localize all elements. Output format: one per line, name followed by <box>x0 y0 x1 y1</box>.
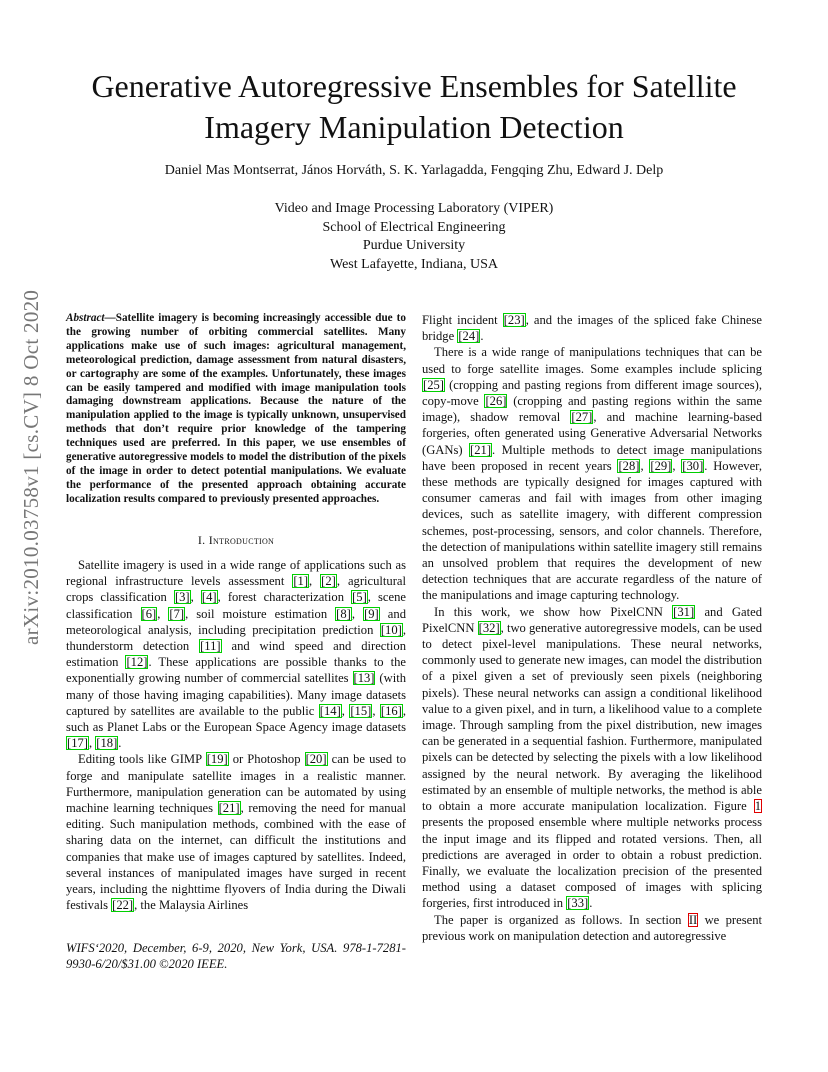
citation-link[interactable]: [22] <box>112 898 134 913</box>
citation-link[interactable]: [21] <box>218 800 240 815</box>
intro-paragraph-4: In this work, we show how PixelCNN [31] and Gated PixelCNN [32], two generative autoregressive models, can be used to detect pixel-level manipulations. These neural networks, commonly used to generate new images, can model the distribution of a pixel given a set of previously seen pixels (neighboring pixels). These neural networks can assign a conditional likelihood value to a given pixel, and in turn, a likelihood value to a complete image. Through sampling from the pixel distribution, new images can be generated in a sequential fashion. Furthermore, manipulated pixels can be detected by selecting the pixels with a low likelihood assigned by the neural network. By averaging the likelihood estimated by an ensemble of multiple networks, the method is able to obtain a more accurate manipulation localization. Figure 1 presents the proposed ensemble where multiple networks process the input image and its flipped and rotated versions. Then, all predictions are averaged in order to obtain a robust prediction. Finally, we evaluate the localization precision of the presented method using a dataset composed of images with splicing forgeries, first introduced in [33]. <box>422 604 762 911</box>
section-heading-introduction <box>66 532 406 548</box>
citation-link[interactable]: [29] <box>650 458 672 473</box>
citation-link[interactable]: [20] <box>305 752 327 767</box>
citation-link[interactable]: [2] <box>321 574 336 589</box>
citation-link[interactable]: [5] <box>352 590 367 605</box>
citation-link[interactable]: [30] <box>682 458 704 473</box>
affiliation-block <box>40 200 788 274</box>
section-numeral: I. <box>197 532 206 547</box>
citation-link[interactable]: [24] <box>458 329 480 344</box>
section-reference-link[interactable]: II <box>688 912 698 927</box>
section-title: Introduction <box>208 532 275 547</box>
citation-link[interactable]: [3] <box>174 590 190 605</box>
intro-paragraph-2: Editing tools like GIMP [19] or Photoshop [20] can be used to forge and manipulate satellite images in a realistic manner. Furthermore, manipulation generation can be automated by using machine learning techniques [21], removing the need for manual editing. Such manipulation methods, combined with the ease of sharing data on the internet, can difficult the institutions and companies that make use of images captured by satellites. Indeed, several instances of manipulated images have surged in recent years, including the nighttime flyovers of India during the Diwali festivals [22], the Malaysia Airlines <box>66 752 407 913</box>
citation-link[interactable]: [33] <box>567 896 589 911</box>
author-list: Daniel Mas Montserrat, János Horváth, S. K. Yarlagadda, Fengqing Zhu, Edward J. Delp <box>164 163 664 178</box>
citation-link[interactable]: [15] <box>350 703 372 718</box>
citation-link[interactable]: [14] <box>319 703 341 718</box>
citation-link[interactable]: [18] <box>96 736 118 751</box>
citation-link[interactable]: [8] <box>336 606 351 621</box>
arxiv-identifier: arXiv:2010.03758v1 [cs.CV] 8 Oct 2020 <box>19 289 43 645</box>
affiliation-lab: Video and Image Processing Laboratory (VIPER) <box>274 201 554 216</box>
abstract-body: —Satellite imagery is becoming increasingly accessible due to the growing number of orbiting commercial satellites. Many applications make use of such images: agricultural management, meteorological prediction, damage assessment from natural disasters, or cartography are some of the examples. Unfortunately, these images can be easily tampered and modified with image manipulation tools damaging downstream applications. Because the nature of the manipulation applied to the image is typically unknown, unsupervised methods that don’t require prior knowledge of the tampering techniques used are preferred. In this paper, we use ensembles of generative autoregressive models to model the distribution of the pixels of the image in order to detect potential manipulations. We evaluate the performance of the presented approach obtaining accurate localization results compared to previously presented approaches. <box>66 312 406 505</box>
affiliation-university: Purdue University <box>362 238 466 253</box>
intro-paragraph-2-continued: Flight incident [23], and the images of the spliced fake Chinese bridge [24]. <box>422 313 762 344</box>
citation-link[interactable]: [23] <box>503 313 525 327</box>
citation-link[interactable]: [19] <box>206 752 228 767</box>
citation-link[interactable]: [25] <box>423 377 444 392</box>
citation-link[interactable]: [13] <box>353 671 375 686</box>
intro-paragraph-3: There is a wide range of manipulations techniques that can be used to forge satellite images. Some examples include splicing [25] (cropping and pasting regions from different image sources), copy-move [26] (cropping and pasting regions within the same image), shadow removal [27], and machine learning-based forgeries, often generated using Generative Adversarial Networks (GANs) [21]. Multiple methods to detect image manipulations have been proposed in recent years [28], [29], [30]. However, these methods are typically designed for images captured with consumer cameras and fail with images from other imaging devices, such as satellite imagery, with different compression schemes, post-processing, sensors, and color channels. Therefore, the detection of manipulations within satellite imagery still remains an unsolved problem that requires the development of new detection techniques that are accurate regardless of the nature of the manipulations and image capturing technology. <box>422 345 763 603</box>
intro-paragraph-1: Satellite imagery is used in a wide range of applications such as regional infrastructure levels assessment [1], [2], agricultural crops classification [3], [4], forest characterization [5], scene classification [6], [7], soil moisture estimation [8], [9] and meteorological analysis, including precipitation prediction [10], thunderstorm detection [11] and wind speed and direction estimation [12]. These applications are possible thanks to the exponentially growing number of commercial satellites [13] (with many of those having imaging capabilities). Many image datasets captured by satellites are available to the public [14], [15], [16], such as Planet Labs or the European Space Agency image datasets [17], [18]. <box>66 557 407 751</box>
intro-paragraph-5: The paper is organized as follows. In section II we present previous work on manipulation detection and autoregressive <box>422 912 762 943</box>
citation-link[interactable]: [17] <box>67 736 88 751</box>
citation-link[interactable]: [9] <box>364 606 379 621</box>
citation-link[interactable]: [6] <box>141 606 157 621</box>
abstract <box>66 312 406 507</box>
citation-link[interactable]: [4] <box>201 590 217 605</box>
conference-footer: WIFS‘2020, December, 6-9, 2020, New York, USA. 978-1-7281-9930-6/20/$31.00 ©2020 IEEE. <box>66 941 406 972</box>
citation-link[interactable]: [12] <box>126 655 148 670</box>
right-column <box>422 312 762 944</box>
citation-link[interactable]: [11] <box>200 638 221 653</box>
citation-link[interactable]: [10] <box>380 622 402 637</box>
abstract-lead: Abstract <box>66 312 105 324</box>
citation-link[interactable]: [7] <box>169 606 185 621</box>
citation-link[interactable]: [28] <box>618 458 640 473</box>
citation-link[interactable]: [26] <box>485 394 507 409</box>
citation-link[interactable]: [27] <box>571 410 593 425</box>
citation-link[interactable]: [31] <box>673 604 695 619</box>
citation-link[interactable]: [1] <box>293 574 309 589</box>
citation-link[interactable]: [16] <box>380 703 402 718</box>
affiliation-school: School of Electrical Engineering <box>322 219 506 235</box>
paper-title: Generative Autoregressive Ensembles for Satellite Imagery Manipulation Detection <box>91 68 737 145</box>
citation-link[interactable]: [21] <box>470 442 492 457</box>
figure-reference-link[interactable]: 1 <box>754 799 761 814</box>
left-column <box>66 312 406 913</box>
affiliation-location: West Lafayette, Indiana, USA <box>330 256 498 272</box>
citation-link[interactable]: [32] <box>478 620 500 635</box>
